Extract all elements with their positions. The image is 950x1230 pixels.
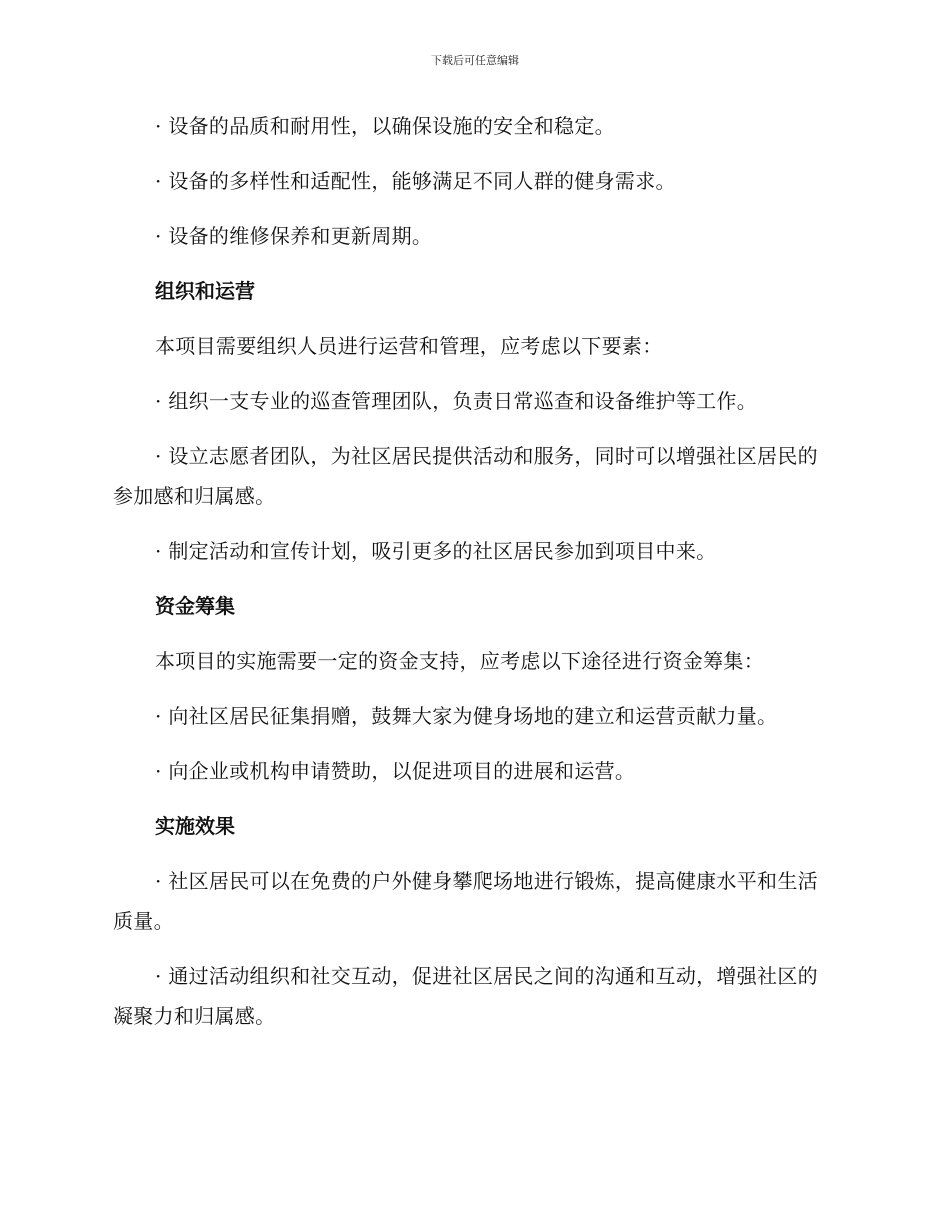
bullet-volunteer-team: · 设立志愿者团队，为社区居民提供活动和服务，同时可以增强社区居民的参加感和归属感。 [113,444,818,508]
bullet-equipment-diversity: · 设备的多样性和适配性，能够满足不同人群的健身需求。 [155,169,676,193]
intro-organization: 本项目需要组织人员进行运营和管理，应考虑以下要素： [155,334,663,358]
bullet-donations: · 向社区居民征集捐赠，鼓舞大家为健身场地的建立和运营贡献力量。 [155,704,778,728]
page-header-note: 下载后可任意编辑 [431,54,519,67]
bullet-activity-plan: · 制定活动和宣传计划，吸引更多的社区居民参加到项目中来。 [155,539,717,563]
bullet-free-exercise: · 社区居民可以在免费的户外健身攀爬场地进行锻炼，提高健康水平和生活质量。 [113,869,818,933]
heading-fundraising: 资金筹集 [155,594,235,618]
intro-fundraising: 本项目的实施需要一定的资金支持，应考虑以下途径进行资金筹集： [155,649,764,673]
bullet-sponsorship: · 向企业或机构申请赞助，以促进项目的进展和运营。 [155,759,636,783]
bullet-equipment-maintenance: · 设备的维修保养和更新周期。 [155,224,433,248]
heading-effects: 实施效果 [155,814,235,838]
bullet-community-cohesion: · 通过活动组织和社交互动，促进社区居民之间的沟通和互动，增强社区的凝聚力和归属感。 [113,964,818,1028]
document-body [113,106,825,1051]
bullet-patrol-team: · 组织一支专业的巡查管理团队，负责日常巡查和设备维护等工作。 [155,389,758,413]
bullet-equipment-quality: · 设备的品质和耐用性，以确保设施的安全和稳定。 [155,114,615,138]
heading-organization: 组织和运营 [155,279,255,303]
